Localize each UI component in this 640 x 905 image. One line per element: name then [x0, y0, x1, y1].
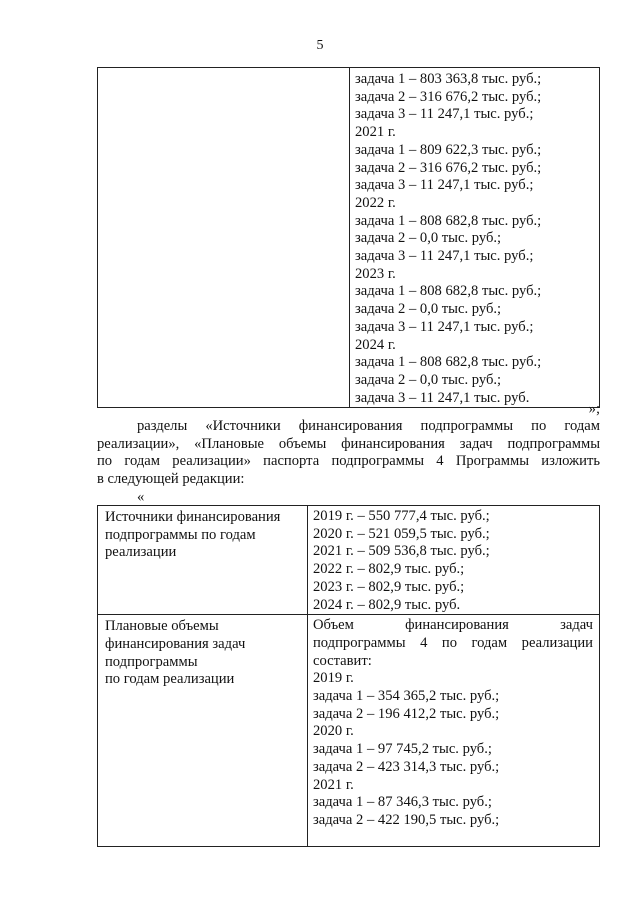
label-line: Плановые объемы [105, 618, 219, 635]
label-line: финансирования задач [105, 635, 246, 652]
list-item: 2021 г. [313, 776, 354, 793]
page-number: 5 [316, 38, 324, 53]
passport-table [97, 505, 600, 847]
funding-table-continuation [97, 67, 600, 408]
list-item: задача 3 – 11 247,1 тыс. руб.; [355, 177, 534, 194]
list-item: задача 2 – 422 190,5 тыс. руб.; [313, 811, 500, 828]
list-item: задача 3 – 11 247,1 тыс. руб.; [355, 106, 534, 123]
list-item: задача 3 – 11 247,1 тыс. руб. [355, 389, 530, 406]
closing-quote: »; [588, 401, 600, 417]
list-item: задача 1 – 808 682,8 тыс. руб.; [355, 283, 542, 300]
list-item: 2023 г. [355, 265, 396, 282]
list-item: 2021 г. [355, 124, 396, 141]
paragraph-line: в следующей редакции: [97, 471, 245, 488]
table-cell-values [350, 68, 600, 408]
list-item: 2019 г. [313, 670, 354, 687]
list-item: задача 2 – 0,0 тыс. руб.; [355, 301, 502, 318]
list-item: задача 2 – 316 676,2 тыс. руб.; [355, 88, 542, 105]
list-item: 2024 г. [355, 336, 396, 353]
table-row [98, 615, 600, 847]
table-row [98, 506, 600, 615]
list-item: 2019 г. – 550 777,4 тыс. руб.; [313, 508, 490, 524]
list-item: задача 2 – 0,0 тыс. руб.; [355, 371, 502, 388]
list-item: задача 1 – 808 682,8 тыс. руб.; [355, 212, 542, 229]
row-label-planned-volumes [98, 615, 308, 847]
list-item: задача 3 – 11 247,1 тыс. руб.; [355, 248, 534, 265]
list-item: задача 1 – 808 682,8 тыс. руб.; [355, 354, 542, 371]
list-item: задача 1 – 803 363,8 тыс. руб.; [355, 71, 542, 87]
intro-line: Объем финансирования задач [313, 617, 593, 634]
list-item: 2023 г. – 802,9 тыс. руб.; [313, 578, 465, 595]
label-line: Источники финансирования [105, 509, 281, 525]
row-value-planned-volumes [308, 615, 600, 847]
list-item: задача 3 – 11 247,1 тыс. руб.; [355, 318, 534, 335]
list-item: задача 2 – 423 314,3 тыс. руб.; [313, 758, 500, 775]
list-item: задача 2 – 196 412,2 тыс. руб.; [313, 705, 500, 722]
intro-line: подпрограммы 4 по годам реализации [313, 634, 593, 651]
paragraph-line: по годам реализации» паспорта подпрограммы 4 Программы изложить [97, 453, 600, 470]
list-item: задача 1 – 354 365,2 тыс. руб.; [313, 688, 500, 705]
list-item: задача 1 – 87 346,3 тыс. руб.; [313, 794, 492, 811]
list-item: задача 1 – 97 745,2 тыс. руб.; [313, 741, 492, 758]
table-cell-empty [98, 68, 350, 408]
list-item: 2020 г. [313, 723, 354, 740]
label-line: подпрограммы [105, 653, 198, 670]
paragraph-line: разделы «Источники финансирования подпрограммы по годам [137, 418, 600, 434]
table-row [98, 68, 600, 408]
label-line: реализации [105, 544, 177, 561]
list-item: задача 2 – 0,0 тыс. руб.; [355, 230, 502, 247]
list-item: 2022 г. [355, 194, 396, 211]
list-item: составит: [313, 652, 372, 669]
row-value-funding-sources [308, 506, 600, 615]
row-label-funding-sources [98, 506, 308, 615]
list-item: 2022 г. – 802,9 тыс. руб.; [313, 561, 465, 578]
label-line: по годам реализации [105, 671, 235, 688]
list-item: 2024 г. – 802,9 тыс. руб. [313, 596, 461, 613]
list-item: 2021 г. – 509 536,8 тыс. руб.; [313, 543, 490, 560]
list-item: задача 2 – 316 676,2 тыс. руб.; [355, 159, 542, 176]
paragraph-line: реализации», «Плановые объемы финансирования задач подпрограммы [97, 435, 600, 452]
list-item: задача 1 – 809 622,3 тыс. руб.; [355, 141, 542, 158]
label-line: подпрограммы по годам [105, 526, 256, 543]
list-item: 2020 г. – 521 059,5 тыс. руб.; [313, 525, 490, 542]
opening-quote: « [137, 489, 145, 505]
body-paragraph [97, 418, 600, 489]
